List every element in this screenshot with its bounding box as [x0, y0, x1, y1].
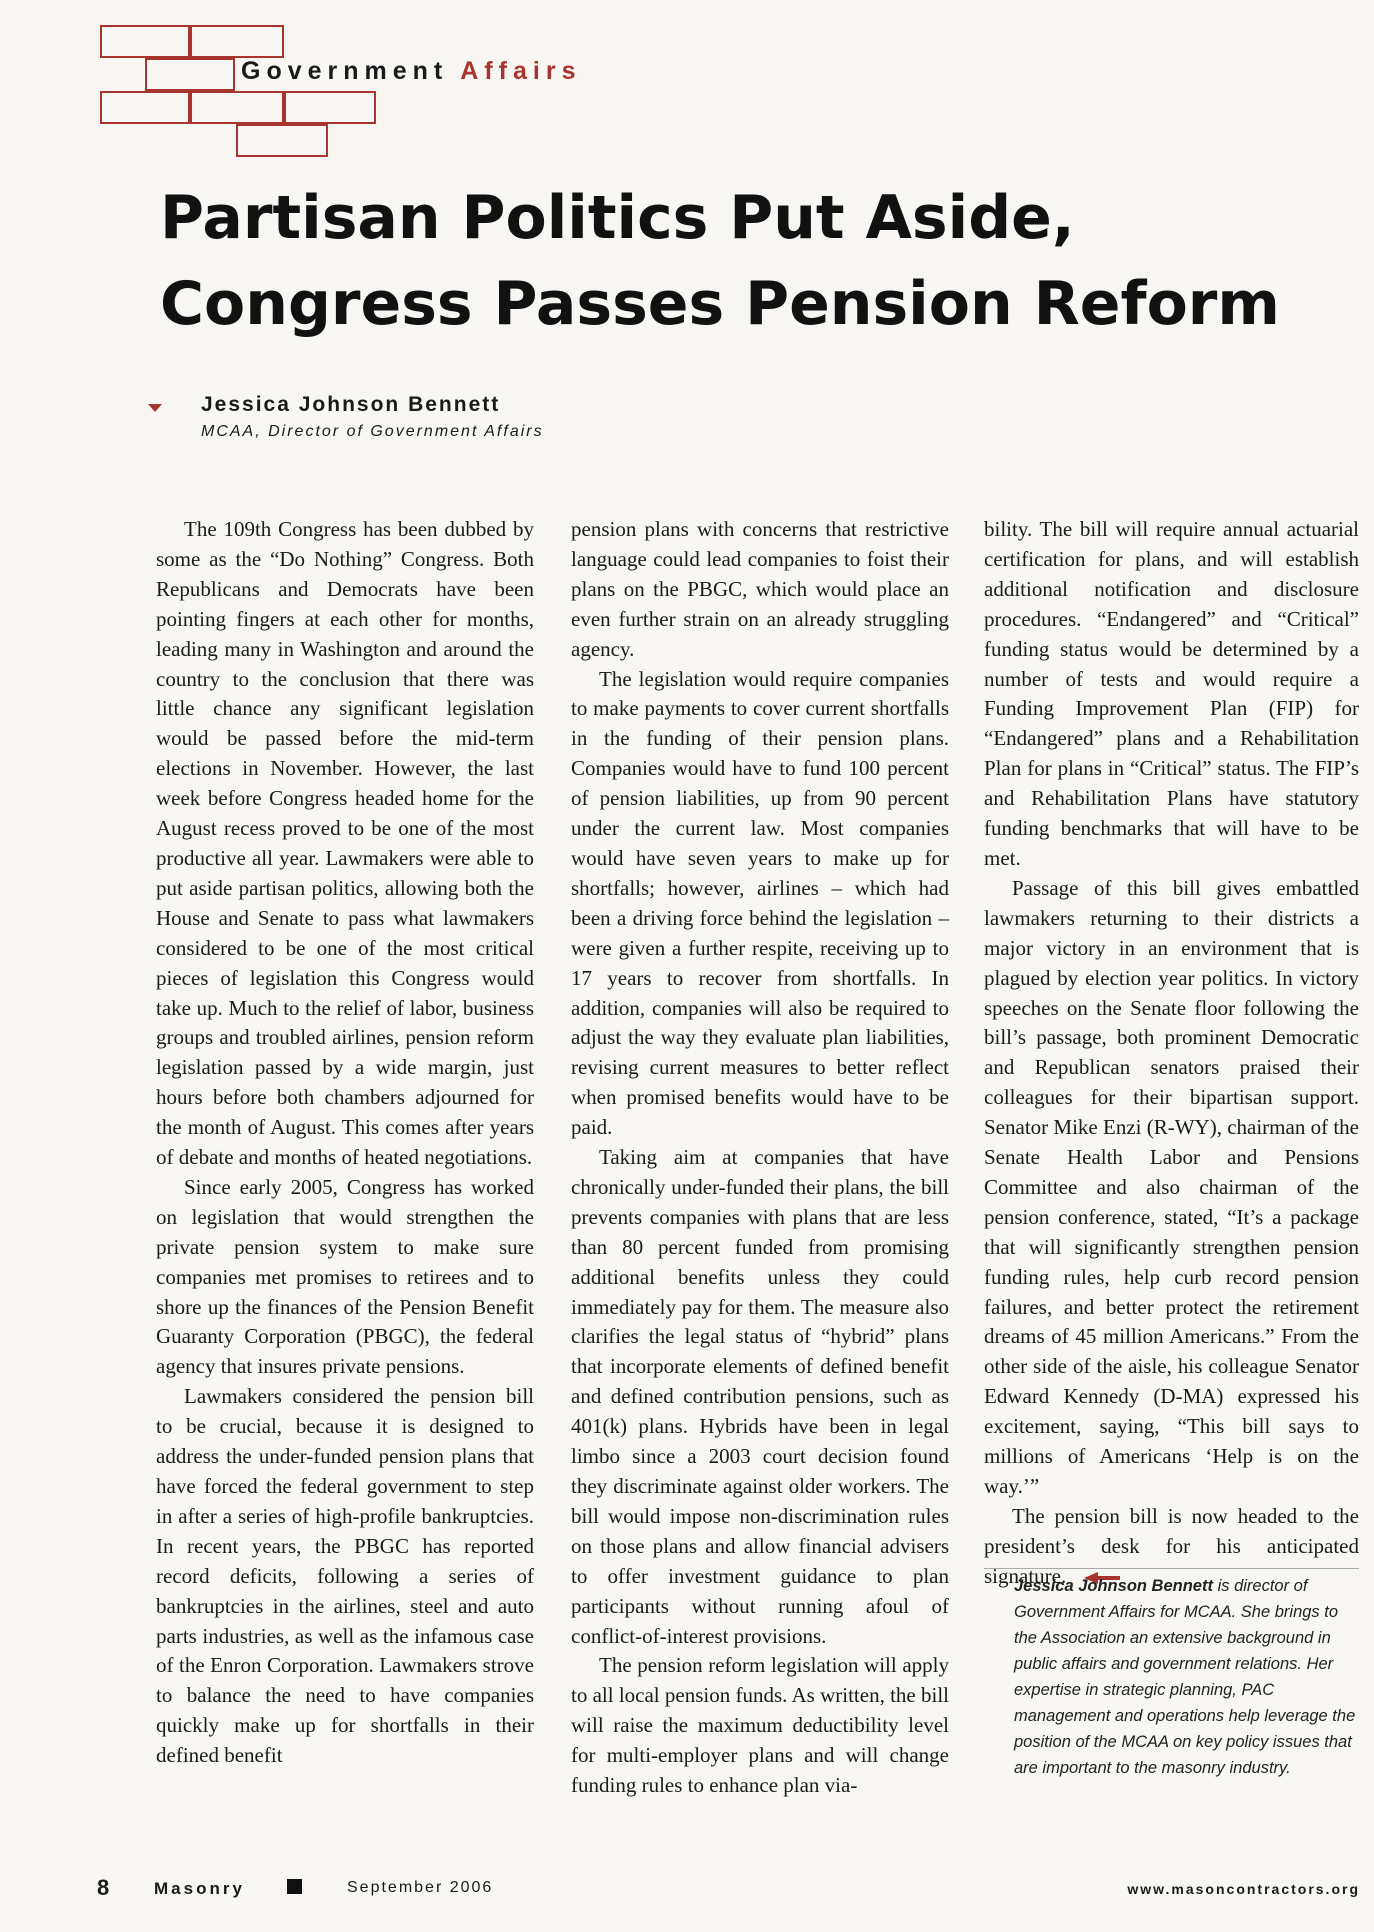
website-url: www.masoncontractors.org	[1127, 1881, 1360, 1897]
byline-title: MCAA, Director of Government Affairs	[201, 423, 544, 440]
paragraph: Since early 2005, Congress has worked on legislation that would strengthen the private pension system to make sure companies met promises to retirees and to shore up the finances of the Pension Benefit Guaranty Corporation (PBGC), the federal agency that insures private pensions.	[156, 1174, 534, 1379]
section-label-accent: Affairs	[460, 57, 582, 85]
article-column-1	[156, 515, 534, 1771]
section-label-main: Government	[241, 57, 449, 85]
page-footer	[0, 1875, 1374, 1905]
article-column-3	[984, 515, 1359, 1592]
author-bio	[984, 1568, 1359, 1781]
paragraph: bility. The bill will require annual actuarial certification for plans, and will establish additional notification and disclosure procedures. “Endangered” and “Critical” funding status would be determined by a number of tests and would require a Funding Improvement Plan (FIP) for “Endangered” plans and a Rehabilitation Plan for plans in “Critical” status. The FIP’s and Rehabilitation Plans have statutory funding benchmarks that will have to be met.	[984, 517, 1359, 870]
square-icon	[287, 1879, 302, 1894]
brick	[236, 124, 328, 157]
brick	[100, 91, 190, 124]
headline	[160, 175, 1340, 347]
paragraph: pension plans with concerns that restrictive language could lead companies to foist their plans on the PBGC, which would place an even further strain on an already struggling agency.	[571, 517, 949, 661]
issue-date: September 2006	[347, 1879, 494, 1896]
byline-name: Jessica Johnson Bennett	[201, 393, 501, 416]
brick	[100, 25, 190, 58]
page-number: 8	[97, 1875, 110, 1900]
headline-line-1: Partisan Politics Put Aside,	[160, 183, 1075, 253]
paragraph: Lawmakers considered the pension bill to be crucial, because it is designed to address the under-funded pension plans that have forced the federal government to step in after a series of high-profile bankruptcies. In recent years, the PBGC has reported record deficits, following a series of bankruptcies in the airlines, steel and auto parts industries, as well as the infamous case of the Enron Corporation. Lawmakers strove to balance the need to have companies quickly make up for shortfalls in their defined benefit	[156, 1384, 534, 1768]
paragraph-text: The pension bill is now headed to the president’s desk for his anticipated signature.	[984, 1503, 1359, 1588]
headline-line-2: Congress Passes Pension Reform	[160, 269, 1280, 339]
brick	[284, 91, 376, 124]
byline-triangle-icon	[148, 404, 162, 412]
bio-text: is director of Government Affairs for MCAA. She brings to the Association an extensive background in public affairs and government relations. Her expertise in strategic planning, PAC management and operations help leverage the position of the MCAA on key policy issues that are important to the masonry industry.	[1014, 1577, 1356, 1777]
brick	[145, 58, 235, 91]
paragraph: The 109th Congress has been dubbed by some as the “Do Nothing” Congress. Both Republicans and Democrats have been pointing fingers at each other for months, leading many in Washington and around the country to the conclusion that there was little chance any significant legislation would be passed before the mid-term elections in November. However, the last week before Congress headed home for the August recess proved to be one of the most productive all year. Lawmakers were able to put aside partisan politics, allowing both the House and Senate to pass what lawmakers considered to be one of the most critical pieces of legislation this Congress would take up. Much to the relief of labor, business groups and troubled airlines, pension reform legislation passed by a wide margin, just hours before both chambers adjourned for the month of August. This comes after years of debate and months of heated negotiations.	[156, 517, 534, 1170]
brick	[190, 25, 284, 58]
brick	[190, 91, 284, 124]
paragraph: Taking aim at companies that have chronically under-funded their plans, the bill prevents companies with plans that are less than 80 percent funded from promising additional benefits unless they could immediately pay for them. The measure also clarifies the legal status of “hybrid” plans that incorporate elements of defined benefit and defined contribution pensions, such as 401(k) plans. Hybrids have been in legal limbo since a 2003 court decision found they discriminate against older workers. The bill would impose non-discrimination rules on those plans and allow financial advisers to offer investment guidance to plan participants without running afoul of conflict-of-interest provisions.	[571, 1145, 949, 1648]
paragraph: The legislation would require companies to make payments to cover current shortfalls in the funding of their pension plans. Companies would have to fund 100 percent of pension liabilities, up from 90 percent under the current law. Most companies would have seven years to make up for shortfalls; however, airlines – which had been a driving force behind the legislation – were given a further respite, receiving up to 17 years to recover from shortfalls. In addition, companies will also be required to adjust the way they evaluate plan liabilities, revising current measures to better reflect when promised benefits would have to be paid.	[571, 666, 949, 1140]
magazine-name: Masonry	[154, 1879, 245, 1898]
section-label	[241, 57, 581, 86]
article-column-2	[571, 515, 949, 1801]
bio-author-name: Jessica Johnson Bennett	[1014, 1577, 1213, 1595]
paragraph: The pension reform legislation will apply to all local pension funds. As written, the bill will raise the maximum deductibility level for multi-employer plans and will change funding rules to enhance plan via-	[571, 1653, 949, 1798]
paragraph: Passage of this bill gives embattled lawmakers returning to their districts a major victory in an environment that is plagued by election year politics. In victory speeches on the Senate floor following the bill’s passage, both prominent Democratic and Republican senators praised their colleagues for their bipartisan support. Senator Mike Enzi (R-WY), chairman of the Senate Health Labor and Pensions Committee and also chairman of the pension conference, stated, “It’s a package that will significantly strengthen pension funding rules, help curb record pension failures, and better protect the retirement dreams of 45 million Americans.” From the other side of the aisle, his colleague Senator Edward Kennedy (D-MA) expressed his excitement, saying, “This bill says to millions of Americans ‘Help is on the way.’”	[984, 875, 1359, 1498]
